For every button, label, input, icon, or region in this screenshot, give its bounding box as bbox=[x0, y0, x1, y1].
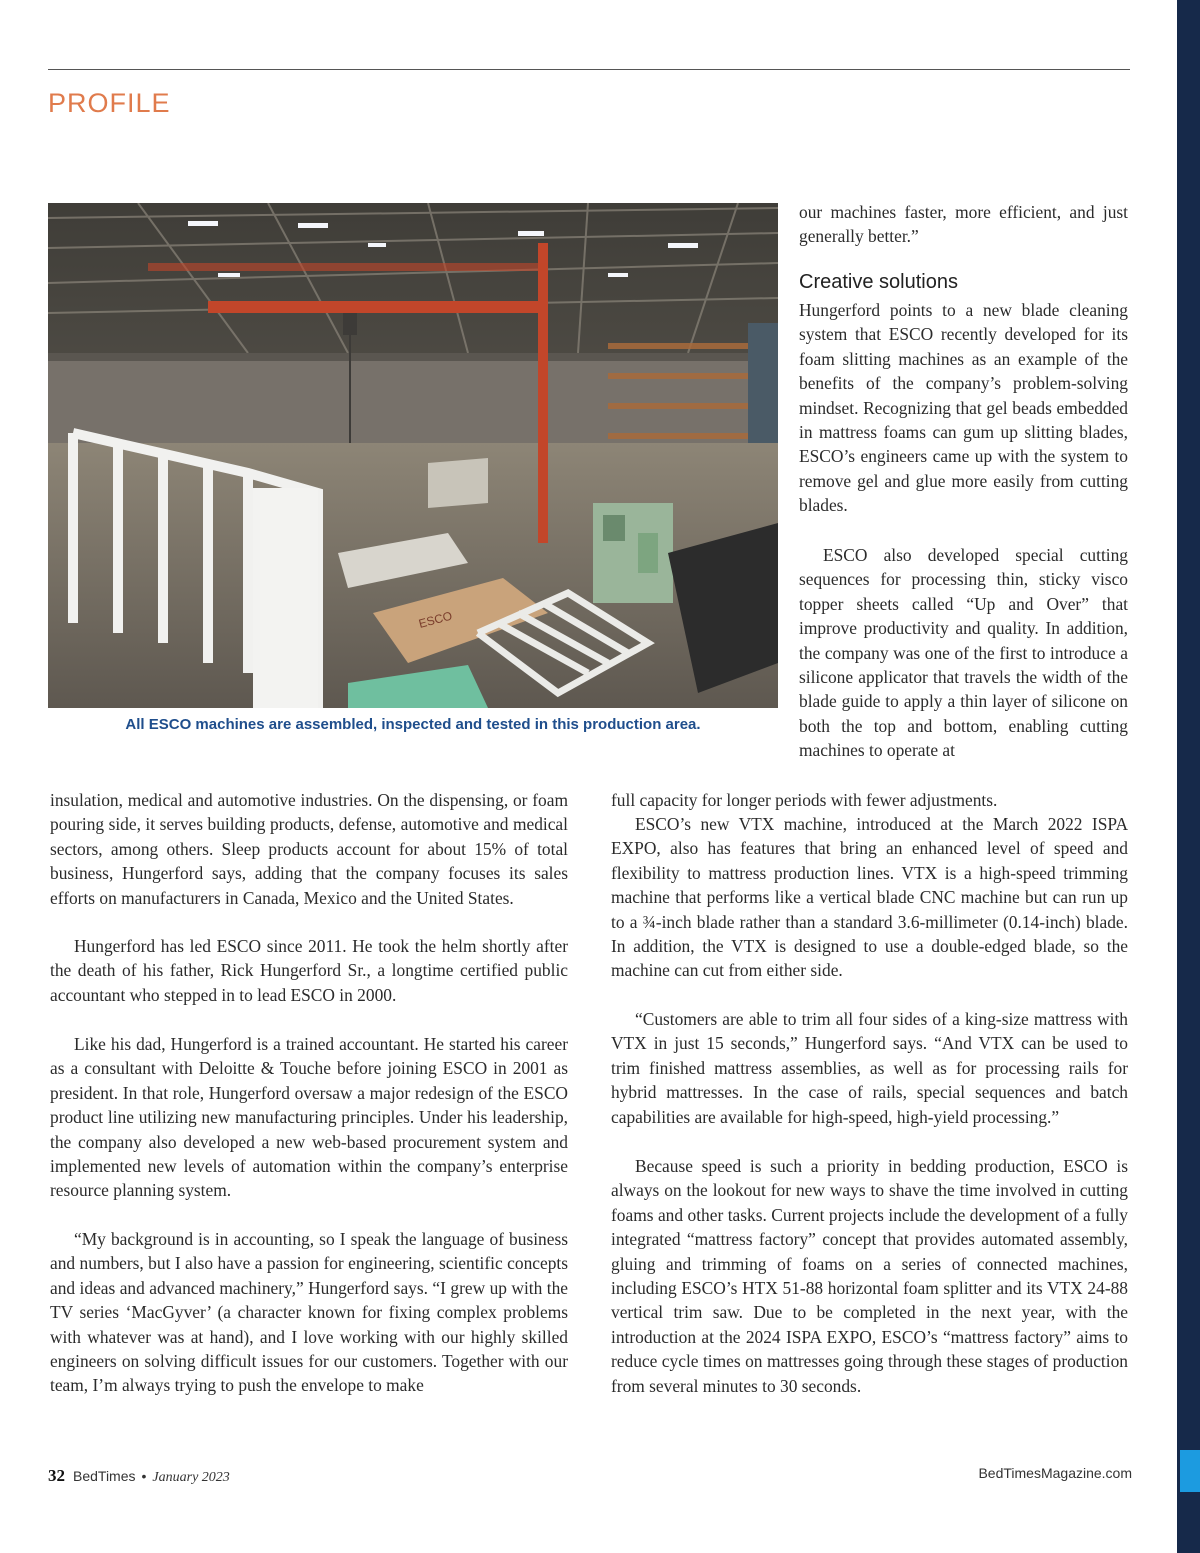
paragraph-customers: “Customers are able to trim all four sides of a king-size mattress with VTX in just 15 seconds,” Hungerford says. “And VTX can be used to trim finished mattress assemblies, as well as for processing rails for hybrid mattresses. In the case of rails, special sequences and batch capabilities are available for high-speed, high-yield processing.” bbox=[611, 1009, 1128, 1127]
paragraph-led-esco: Hungerford has led ESCO since 2011. He took the helm shortly after the death of his father, Rick Hungerford Sr., a longtime certified public accountant who stepped in to lead ESCO in 2000. bbox=[50, 936, 568, 1005]
section-label: PROFILE bbox=[48, 88, 171, 118]
paragraph-industries: insulation, medical and automotive industries. On the dispensing, or foam pouring side, it serves building products, defense, automotive and medical sectors, among others. Sleep products account for about 15% of total business, Hungerford says, adding that the company focuses its sales efforts on manufacturers in Canada, Mexico and the United States. bbox=[50, 790, 568, 908]
website-link[interactable]: BedTimesMagazine.com bbox=[978, 1465, 1132, 1481]
footer-folio bbox=[48, 1466, 230, 1486]
paragraph-cutting-sequences: ESCO also developed special cutting sequences for processing thin, sticky visco topper sheets called “Up and Over” that improve productivity and quality. In addition, the company was one of the first to introduce a silicone applicator that travels the width of the blade guide to apply a thin layer of silicone on both the top and bottom, enabling cutting machines to operate at bbox=[799, 545, 1128, 761]
issue-date: January 2023 bbox=[152, 1470, 230, 1485]
paragraph-blade-cleaning: Hungerford points to a new blade cleaning system that ESCO recently developed for its foam slitting machines as an example of the benefits of the company’s problem-solving mindset. Recognizing that gel beads embedded in mattress foams can gum up slitting blades, ESCO’s engineers came up with the system to remove gel and glue more easily from cutting blades. bbox=[799, 300, 1128, 516]
page-number: 32 bbox=[48, 1466, 65, 1485]
paragraph-full-capacity: full capacity for longer periods with fewer adjustments. bbox=[611, 790, 998, 810]
paragraph-like-his-dad: Like his dad, Hungerford is a trained accountant. He started his career as a consultant with Deloitte & Touche before joining ESCO in 2001 as president. In that role, Hungerford oversaw a major redesign of the ESCO product line utilizing new manufacturing principles. Under his leadership, the company also developed a new web-based procurement system and implemented new levels of automation within the company’s enterprise resource planning system. bbox=[50, 1034, 568, 1201]
paragraph-background: “My background is in accounting, so I speak the language of business and numbers, but I also have a passion for engineering, scientific concepts and ideas and advanced machinery,” Hungerford says. “I grew up with the TV series ‘MacGyver’ (a character known for fixing complex problems with whatever was at hand), and I love working with our highly skilled engineers on solving difficult issues for our customers. Together with our team, I’m always trying to push the envelope to make bbox=[50, 1229, 568, 1396]
magazine-name: BedTimes bbox=[73, 1468, 136, 1484]
crate-label: ESCO bbox=[417, 608, 454, 631]
photo-caption: All ESCO machines are assembled, inspected and tested in this production area. bbox=[125, 716, 701, 733]
paragraph-vtx: ESCO’s new VTX machine, introduced at the March 2022 ISPA EXPO, also has features that bring an enhanced level of speed and flexibility to mattress production lines. VTX is a high-speed trimming machine that performs like a vertical blade CNC machine but can run up to a ¾-inch blade rather than a standard 3.6-millimeter (0.14-inch) blade. In addition, the VTX is designed to use a double-edged blade, so the machine can cut from either side. bbox=[611, 814, 1128, 981]
paragraph-speed: Because speed is such a priority in bedding production, ESCO is always on the lookout for new ways to shave the time involved in cutting foams and other tasks. Current projects include the development of a fully integrated “mattress factory” concept that provides automated assembly, gluing and trimming of foams on a series of connected machines, including ESCO’s HTX 51-88 horizontal foam splitter and its VTX 24-88 vertical trim saw. Due to be completed in the next year, with the introduction at the 2024 ISPA EXPO, ESCO’s “mattress factory” aims to reduce cycle times on mattresses going through these stages of production from several minutes to 30 seconds. bbox=[611, 1156, 1128, 1396]
edge-tab bbox=[1180, 1450, 1200, 1492]
factory-photo bbox=[48, 203, 778, 708]
factory-floor-illustration bbox=[48, 203, 778, 708]
edge-color-bar bbox=[1177, 0, 1200, 1553]
folio-separator: • bbox=[141, 1468, 147, 1484]
subhead: Creative solutions bbox=[799, 271, 958, 293]
paragraph-intro: our machines faster, more efficient, and just generally better.” bbox=[799, 202, 1128, 247]
header-rule bbox=[48, 69, 1130, 70]
